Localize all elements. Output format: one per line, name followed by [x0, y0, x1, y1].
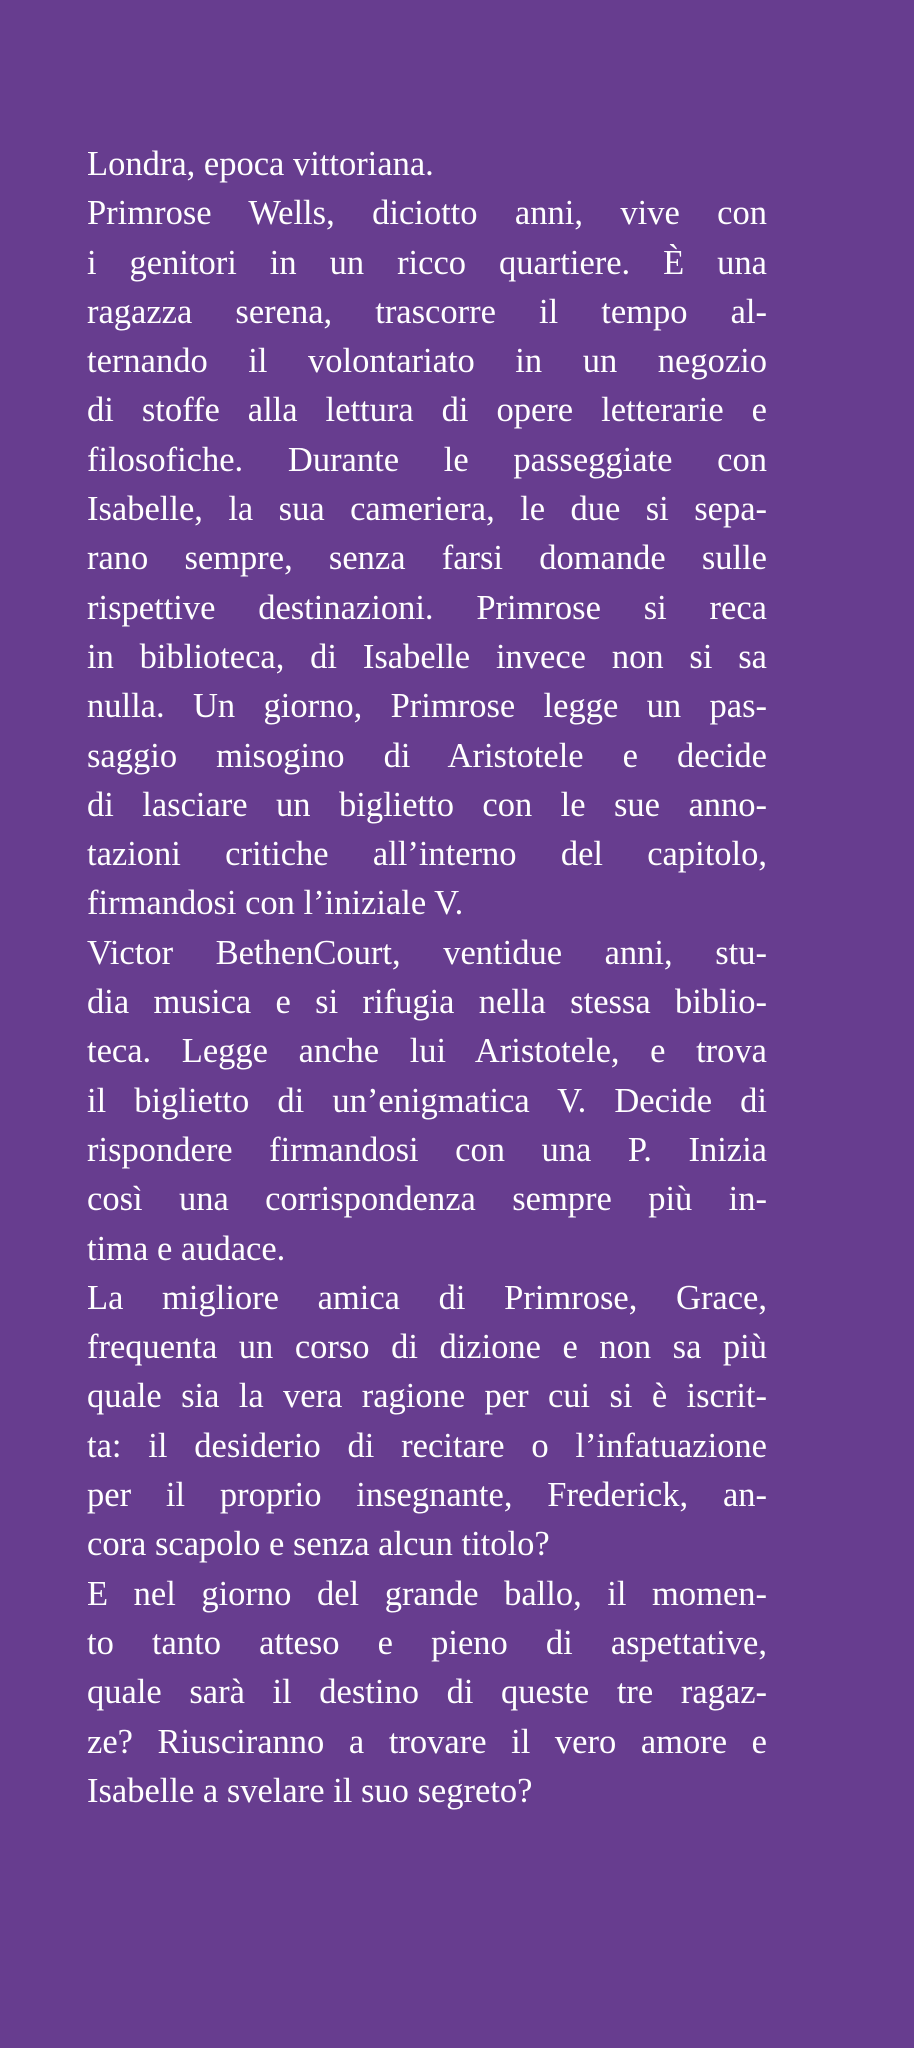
text-line: di stoffe alla lettura di opere letterarie e: [87, 391, 767, 430]
text-line: ternando il volontariato in un negozio: [87, 342, 767, 381]
text-line: dia musica e si rifugia nella stessa biblio-: [87, 983, 767, 1022]
paragraph-primrose: [87, 189, 767, 928]
text-line: rispondere firmandosi con una P. Inizia: [87, 1130, 767, 1169]
text-line: frequenta un corso di dizione e non sa più: [87, 1328, 767, 1367]
paragraph-ball: [87, 1570, 767, 1816]
text-line: Londra, epoca vittoriana.: [87, 145, 434, 183]
text-line: E nel giorno del grande ballo, il momen-: [87, 1574, 767, 1613]
synopsis-text: [87, 140, 767, 1816]
text-line: saggio misogino di Aristotele e decide: [87, 736, 767, 775]
text-line: ragazza serena, trascorre il tempo al-: [87, 292, 767, 331]
text-line: cora scapolo e senza alcun titolo?: [87, 1525, 550, 1564]
text-line: tazioni critiche all’interno del capitolo,: [87, 835, 767, 874]
text-line: ze? Riusciranno a trovare il vero amore e: [87, 1722, 767, 1761]
text-line: così una corrispondenza sempre più in-: [87, 1180, 767, 1219]
text-line: tima e audace.: [87, 1229, 286, 1268]
paragraph-grace: [87, 1274, 767, 1570]
text-line: filosofiche. Durante le passeggiate con: [87, 440, 767, 479]
text-line: Isabelle, la sua cameriera, le due si sepa-: [87, 490, 767, 529]
text-line: firmandosi con l’iniziale V.: [87, 884, 464, 923]
text-line: rispettive destinazioni. Primrose si reca: [87, 588, 767, 627]
text-line: quale sarà il destino di queste tre ragaz-: [87, 1673, 767, 1712]
text-line: rano sempre, senza farsi domande sulle: [87, 539, 767, 578]
text-line: Victor BethenCourt, ventidue anni, stu-: [87, 933, 767, 972]
paragraph-setting: [87, 140, 767, 189]
text-line: il biglietto di un’enigmatica V. Decide di: [87, 1081, 767, 1120]
text-line: i genitori in un ricco quartiere. È una: [87, 243, 767, 282]
text-line: quale sia la vera ragione per cui si è iscrit-: [87, 1377, 767, 1416]
text-line: Primrose Wells, diciotto anni, vive con: [87, 194, 767, 233]
paragraph-victor: [87, 929, 767, 1274]
text-line: nulla. Un giorno, Primrose legge un pas-: [87, 687, 767, 726]
text-line: ta: il desiderio di recitare o l’infatuazione: [87, 1426, 767, 1465]
text-line: di lasciare un biglietto con le sue anno-: [87, 785, 767, 824]
text-line: in biblioteca, di Isabelle invece non si sa: [87, 637, 767, 676]
text-line: teca. Legge anche lui Aristotele, e trova: [87, 1032, 767, 1071]
text-line: Isabelle a svelare il suo segreto?: [87, 1771, 533, 1810]
text-line: to tanto atteso e pieno di aspettative,: [87, 1623, 767, 1662]
text-line: per il proprio insegnante, Frederick, an-: [87, 1476, 767, 1515]
text-line: La migliore amica di Primrose, Grace,: [87, 1278, 767, 1317]
